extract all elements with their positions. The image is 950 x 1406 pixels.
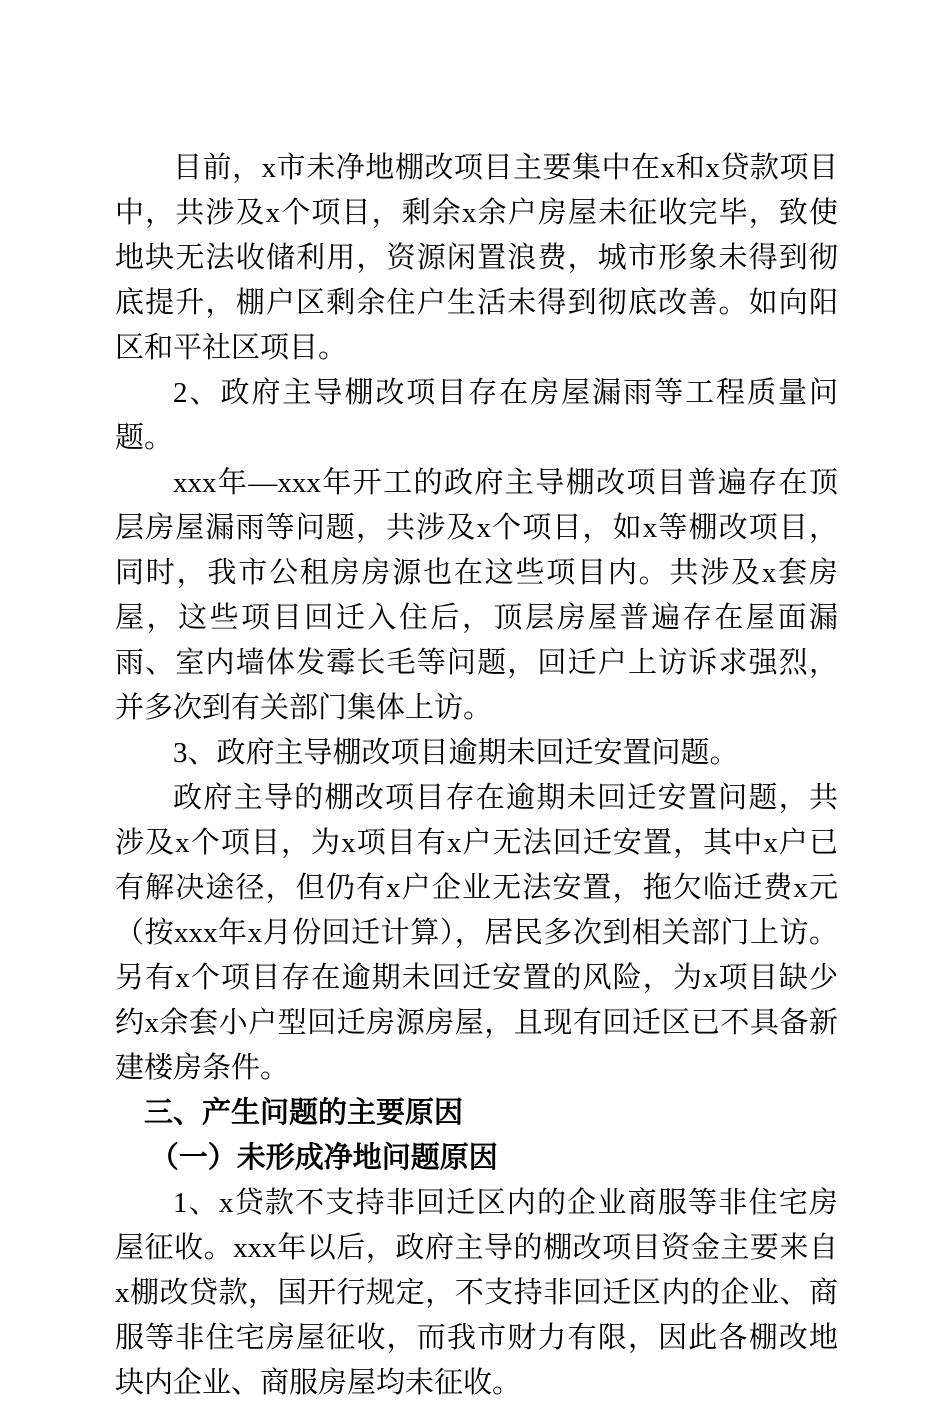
paragraph: xxx年—xxx年开工的政府主导棚改项目普遍存在顶层房屋漏雨等问题，共涉及x个项目，如x等棚改项目，同时，我市公租房房源也在这些项目内。共涉及x套房屋，这些项目回迁入住后，顶层房屋普遍存在屋面漏雨、室内墙体发霉长毛等问题，回迁户上访诉求强烈，并多次到有关部门集体上访。 (115, 467, 838, 724)
numbered-item-2: 2、政府主导棚改项目存在房屋漏雨等工程质量问题。 (115, 377, 838, 454)
paragraph: 政府主导的棚改项目存在逾期未回迁安置问题，共涉及x个项目，为x项目有x户无法回迁安置，其中x户已有解决途径，但仍有x户企业无法安置，拖欠临迁费x元（按xxx年x月份回迁计算），居民多次到相关部门上访。另有x个项目存在逾期未回迁安置的风险，为x项目缺少约x余套小户型回迁房源房屋，且现有回迁区已不具备新建楼房条件。 (115, 782, 838, 1084)
section-heading: 三、产生问题的主要原因 (144, 1097, 464, 1129)
subsection-heading: （一）未形成净地问题原因 (149, 1142, 498, 1174)
numbered-item-1: 1、x贷款不支持非回迁区内的企业商服等非住宅房屋征收。xxx年以后，政府主导的棚改项目资金主要来自x棚改贷款，国开行规定，不支持非回迁区内的企业、商服等非住宅房屋征收，而我市财力有限，因此各棚改地块内企业、商服房屋均未征收。 (115, 1187, 838, 1399)
numbered-item-3: 3、政府主导棚改项目逾期未回迁安置问题。 (173, 737, 739, 769)
paragraph: 目前，x市未净地棚改项目主要集中在x和x贷款项目中，共涉及x个项目，剩余x余户房屋未征收完毕，致使地块无法收储利用，资源闲置浪费，城市形象未得到彻底提升，棚户区剩余住户生活未得到彻底改善。如向阳区和平社区项目。 (115, 152, 838, 364)
